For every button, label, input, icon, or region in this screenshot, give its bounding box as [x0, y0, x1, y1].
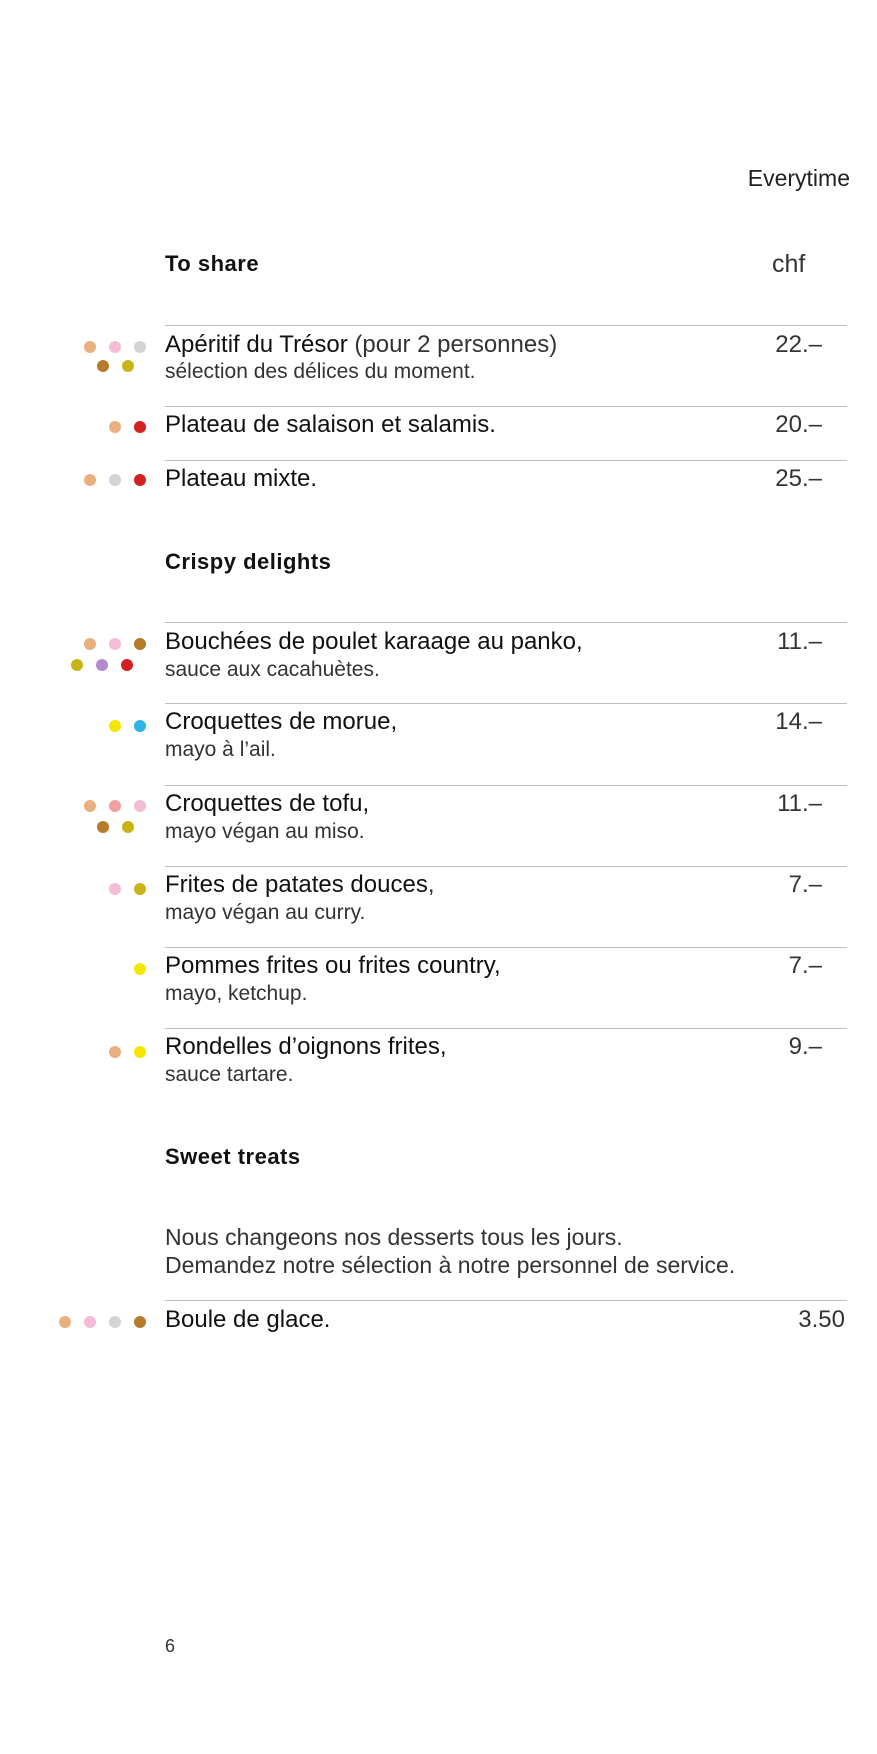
menu-item-name: Boule de glace.: [165, 1306, 331, 1333]
divider: [165, 1300, 847, 1301]
divider: [165, 460, 847, 461]
allergen-dot-icon: [84, 474, 96, 486]
menu-item-price: 11.–: [777, 628, 822, 655]
allergen-dot-icon: [134, 341, 146, 353]
menu-item-description: mayo végan au miso.: [165, 820, 365, 843]
allergen-dot-icon: [134, 800, 146, 812]
menu-item-description: mayo, ketchup.: [165, 982, 308, 1005]
allergen-dot-icon: [122, 821, 134, 833]
allergen-dot-icon: [134, 1316, 146, 1328]
divider: [165, 325, 847, 326]
menu-item-description: sauce tartare.: [165, 1063, 294, 1086]
page-number: 6: [165, 1636, 176, 1656]
divider: [165, 785, 847, 786]
allergen-dot-icon: [97, 821, 109, 833]
allergen-dot-icon: [134, 1046, 146, 1058]
menu-item-name: Apéritif du Trésor (pour 2 personnes): [165, 331, 558, 358]
allergen-dot-icon: [134, 883, 146, 895]
divider: [165, 947, 847, 948]
menu-item-price: 9.–: [788, 1033, 822, 1060]
allergen-dot-icon: [84, 800, 96, 812]
allergen-dot-icon: [109, 800, 121, 812]
section-title-crispy-delights: Crispy delights: [165, 549, 332, 574]
menu-item-price: 14.–: [775, 708, 822, 735]
menu-item-description: sauce aux cacahuètes.: [165, 658, 380, 681]
allergen-dot-icon: [122, 360, 134, 372]
menu-item-name: Plateau de salaison et salamis.: [165, 411, 496, 438]
allergen-dot-icon: [96, 659, 108, 671]
menu-item-name: Bouchées de poulet karaage au panko,: [165, 628, 583, 655]
menu-item-price: 22.–: [775, 331, 822, 358]
allergen-dot-icon: [134, 421, 146, 433]
allergen-dot-icon: [109, 341, 121, 353]
allergen-dot-icon: [84, 341, 96, 353]
menu-item-price: 20.–: [775, 411, 822, 438]
allergen-dot-icon: [134, 474, 146, 486]
section-title-sweet-treats: Sweet treats: [165, 1144, 301, 1169]
menu-item-description: mayo à l’ail.: [165, 738, 276, 761]
menu-item-name: Croquettes de morue,: [165, 708, 398, 735]
allergen-dot-icon: [121, 659, 133, 671]
divider: [165, 1028, 847, 1029]
menu-item-price: 25.–: [775, 465, 822, 492]
allergen-dot-icon: [109, 1046, 121, 1058]
section-title-to-share: To share: [165, 251, 260, 276]
divider: [165, 866, 847, 867]
divider: [165, 622, 847, 623]
menu-item-price: 7.–: [788, 952, 822, 979]
allergen-dot-icon: [71, 659, 83, 671]
divider: [165, 703, 847, 704]
allergen-dot-icon: [97, 360, 109, 372]
allergen-dot-icon: [109, 421, 121, 433]
menu-item-price: 7.–: [788, 871, 822, 898]
allergen-dot-icon: [109, 474, 121, 486]
divider: [165, 406, 847, 407]
allergen-dot-icon: [109, 720, 121, 732]
allergen-dot-icon: [109, 638, 121, 650]
menu-item-description: mayo végan au curry.: [165, 901, 366, 924]
allergen-dot-icon: [84, 638, 96, 650]
allergen-dot-icon: [134, 963, 146, 975]
allergen-dot-icon: [134, 720, 146, 732]
menu-item-name: Plateau mixte.: [165, 465, 318, 492]
currency-label: chf: [772, 250, 806, 278]
allergen-dot-icon: [84, 1316, 96, 1328]
dessert-info-line: Nous changeons nos desserts tous les jours.: [165, 1224, 623, 1250]
menu-category-label: Everytime: [747, 165, 850, 191]
menu-item-price: 3.50: [798, 1306, 845, 1333]
allergen-dot-icon: [59, 1316, 71, 1328]
dessert-info-line: Demandez notre sélection à notre personnel de service.: [165, 1252, 736, 1278]
menu-item-name: Rondelles d’oignons frites,: [165, 1033, 447, 1060]
menu-item-name: Pommes frites ou frites country,: [165, 952, 501, 979]
allergen-dot-icon: [134, 638, 146, 650]
menu-item-name: Croquettes de tofu,: [165, 790, 370, 817]
menu-item-price: 11.–: [777, 790, 822, 817]
menu-item-name: Frites de patates douces,: [165, 871, 435, 898]
menu-item-description: sélection des délices du moment.: [165, 360, 476, 383]
allergen-dot-icon: [109, 883, 121, 895]
allergen-dot-icon: [109, 1316, 121, 1328]
